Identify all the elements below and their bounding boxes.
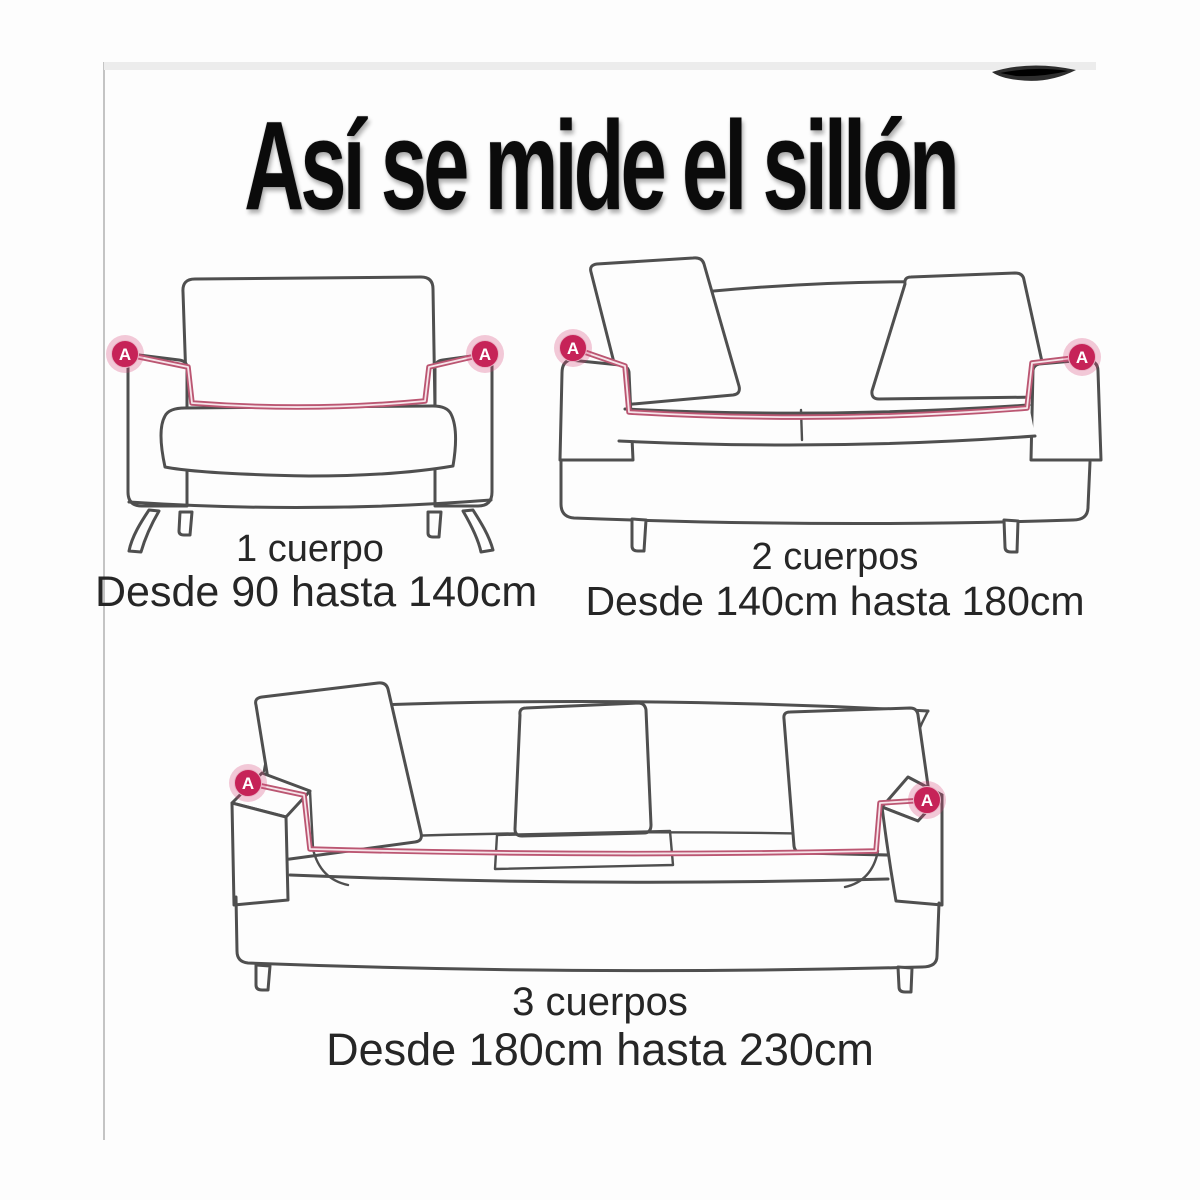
measure-point-badge bbox=[229, 764, 267, 802]
three-seater-illustration bbox=[190, 665, 1010, 1010]
armchair-backrest bbox=[183, 277, 435, 410]
measure-point-label: A bbox=[478, 345, 492, 364]
measure-point-badge bbox=[106, 335, 144, 373]
right-pillow bbox=[872, 273, 1049, 399]
center-pillow bbox=[515, 703, 651, 836]
sofa-1-range: Desde 90 hasta 140cm bbox=[95, 568, 538, 616]
sofa-figure-2-cuerpos bbox=[545, 252, 1125, 632]
sofa-3-label: 3 cuerpos bbox=[512, 980, 688, 1024]
measure-point-label: A bbox=[241, 774, 255, 793]
sofa-3-range: Desde 180cm hasta 230cm bbox=[326, 1024, 874, 1075]
sofa-1-label: 1 cuerpo bbox=[236, 528, 384, 570]
page-title: Así se mide el sillón bbox=[244, 95, 956, 236]
sofa-base bbox=[236, 897, 939, 971]
armchair-seat-cushion bbox=[161, 406, 456, 476]
measure-point-label: A bbox=[1075, 348, 1089, 367]
panel-top-strip bbox=[104, 62, 1096, 70]
sofa-left-arm-front bbox=[232, 803, 288, 905]
seat-front-edge bbox=[290, 875, 888, 882]
sofa-2-label: 2 cuerpos bbox=[751, 536, 919, 578]
sofa-2-range: Desde 140cm hasta 180cm bbox=[585, 578, 1085, 624]
measure-point-badge bbox=[554, 329, 592, 367]
sofa-figure-3-cuerpos bbox=[190, 665, 1010, 1075]
measure-point-badge bbox=[466, 335, 504, 373]
sofa-right-arm bbox=[1031, 360, 1101, 460]
sofa-figure-1-cuerpo bbox=[95, 262, 538, 616]
seat-arm-curve bbox=[845, 851, 878, 887]
measure-point-label: A bbox=[920, 791, 934, 810]
measure-point-badge bbox=[908, 781, 946, 819]
measure-point-badge bbox=[1063, 338, 1101, 376]
measure-point-label: A bbox=[566, 339, 580, 358]
measure-point-label: A bbox=[118, 345, 132, 364]
cropped-photo-artifact bbox=[988, 62, 1088, 88]
sofa-left-arm bbox=[560, 360, 633, 460]
sofa-base bbox=[561, 460, 1090, 524]
